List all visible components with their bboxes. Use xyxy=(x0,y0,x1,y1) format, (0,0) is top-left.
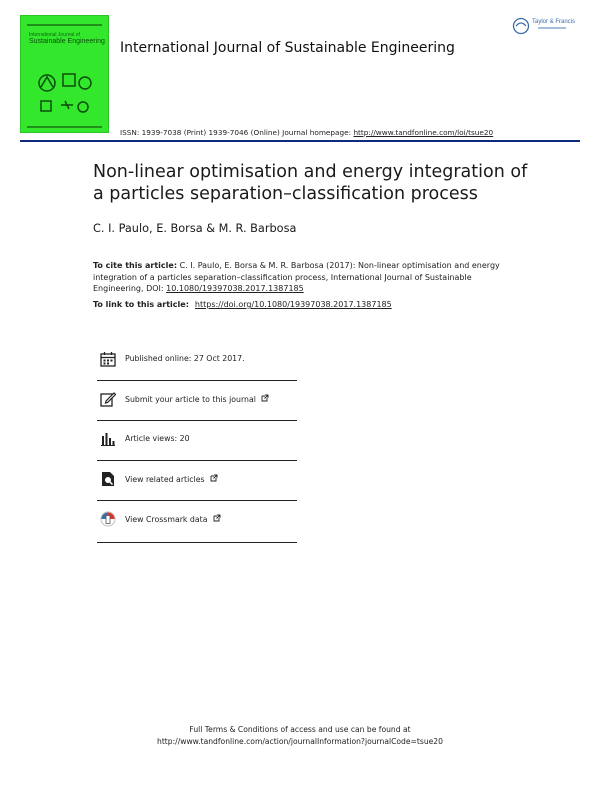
info-divider xyxy=(97,380,297,381)
external-link-icon xyxy=(213,514,221,522)
publisher-logo[interactable] xyxy=(512,17,580,37)
citation-doi-link[interactable]: 10.1080/19397038.2017.1387185 xyxy=(166,284,304,293)
info-divider xyxy=(97,460,297,461)
footer-terms-text: Full Terms & Conditions of access and use can be found at xyxy=(189,725,411,734)
info-row-views xyxy=(98,423,298,461)
info-divider xyxy=(97,420,297,421)
submit-article-link[interactable] xyxy=(125,394,269,404)
article-title: Non-linear optimisation and energy integration of a particles separation–classification process xyxy=(93,162,528,204)
search-doc-icon xyxy=(100,471,116,487)
info-row-related[interactable] xyxy=(98,463,298,501)
issn-text: ISSN: 1939-7038 (Print) 1939-7046 (Online) Journal homepage: xyxy=(120,128,354,137)
cover-artwork xyxy=(35,71,97,121)
submit-article-label: Submit your article to this journal xyxy=(125,395,256,404)
crossmark-icon xyxy=(100,511,116,527)
footer xyxy=(0,724,600,748)
article-link-line xyxy=(93,300,392,309)
external-link-icon xyxy=(210,474,218,482)
citation-block xyxy=(93,260,523,295)
info-row-submit[interactable] xyxy=(98,383,298,421)
journal-cover-image xyxy=(20,15,109,133)
calendar-icon xyxy=(100,351,116,367)
issn-line xyxy=(120,128,493,137)
crossmark-label: View Crossmark data xyxy=(125,515,208,524)
crossmark-link[interactable] xyxy=(125,514,221,524)
cover-rule-bottom xyxy=(27,126,102,128)
footer-terms-link[interactable]: http://www.tandfonline.com/action/journalInformation?journalCode=tsue20 xyxy=(157,737,443,746)
publisher-logo-icon xyxy=(512,17,530,35)
external-link-icon xyxy=(261,394,269,402)
info-row-crossmark[interactable] xyxy=(98,503,298,541)
edit-icon xyxy=(100,391,116,407)
published-online-label: Published online: 27 Oct 2017. xyxy=(125,354,245,363)
article-authors: C. I. Paulo, E. Borsa & M. R. Barbosa xyxy=(93,222,297,235)
citation-label: To cite this article: xyxy=(93,261,178,270)
related-articles-label: View related articles xyxy=(125,475,205,484)
info-divider xyxy=(97,500,297,501)
link-label: To link to this article: xyxy=(93,300,189,309)
journal-title: International Journal of Sustainable Engineering xyxy=(120,40,455,56)
bar-chart-icon xyxy=(100,431,116,447)
article-doi-link[interactable]: https://doi.org/10.1080/19397038.2017.1387185 xyxy=(194,300,392,309)
cover-title-large: Sustainable Engineering xyxy=(29,38,105,45)
related-articles-link[interactable] xyxy=(125,474,218,484)
citation-text: C. I. Paulo, E. Borsa & M. R. Barbosa (2017): Non-linear optimisation and energy integration of a particles separation–classification process, International Journal of Sustainable Engineering, DOI: xyxy=(93,261,500,293)
cover-title-small: International Journal of xyxy=(29,32,80,38)
cover-rule xyxy=(27,24,102,26)
publisher-logo-tagline xyxy=(538,27,566,29)
info-row-published xyxy=(98,343,298,381)
article-views-label: Article views: 20 xyxy=(125,434,190,443)
info-divider xyxy=(97,542,297,543)
publisher-logo-text: Taylor & Francis xyxy=(532,19,576,25)
header-divider xyxy=(20,140,580,142)
journal-homepage-link[interactable]: http://www.tandfonline.com/loi/tsue20 xyxy=(353,128,494,137)
